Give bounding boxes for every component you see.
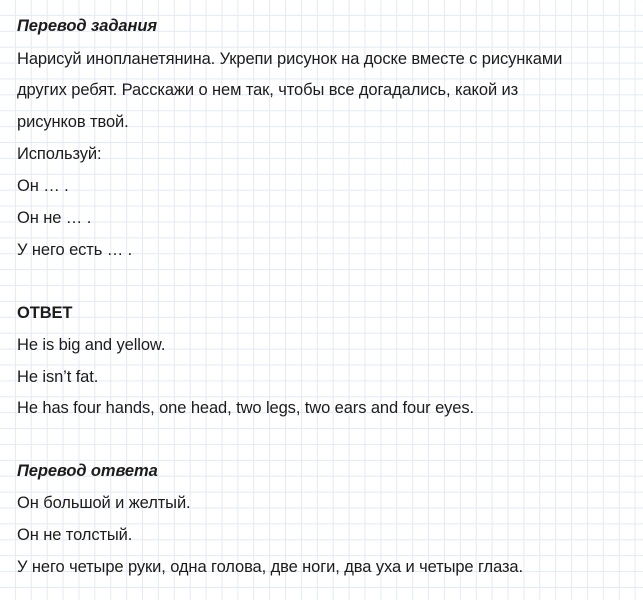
task-line: Используй: [17, 145, 102, 163]
answer-translation-line: У него четыре руки, одна голова, две ноги, два уха и четыре глаза. [17, 558, 523, 576]
task-line: рисунков твой. [17, 113, 129, 131]
answer-translation-line: Он большой и желтый. [17, 494, 191, 512]
answer-translation-line: Он не толстый. [17, 526, 133, 544]
answer-line: He isn’t fat. [17, 368, 99, 386]
task-line: У него есть … . [17, 241, 133, 259]
task-heading: Перевод задания [17, 17, 157, 35]
task-line: Нарисуй инопланетянина. Укрепи рисунок на доске вместе с рисунками [17, 50, 563, 68]
task-line: Он … . [17, 177, 69, 195]
answer-line: He is big and yellow. [17, 336, 166, 354]
answer-heading: ОТВЕТ [17, 304, 73, 322]
task-line: других ребят. Расскажи о нем так, чтобы все догадались, какой из [17, 81, 519, 99]
answer-line: He has four hands, one head, two legs, two ears and four eyes. [17, 399, 475, 417]
answer-translation-heading: Перевод ответа [17, 462, 158, 480]
task-line: Он не … . [17, 209, 92, 227]
